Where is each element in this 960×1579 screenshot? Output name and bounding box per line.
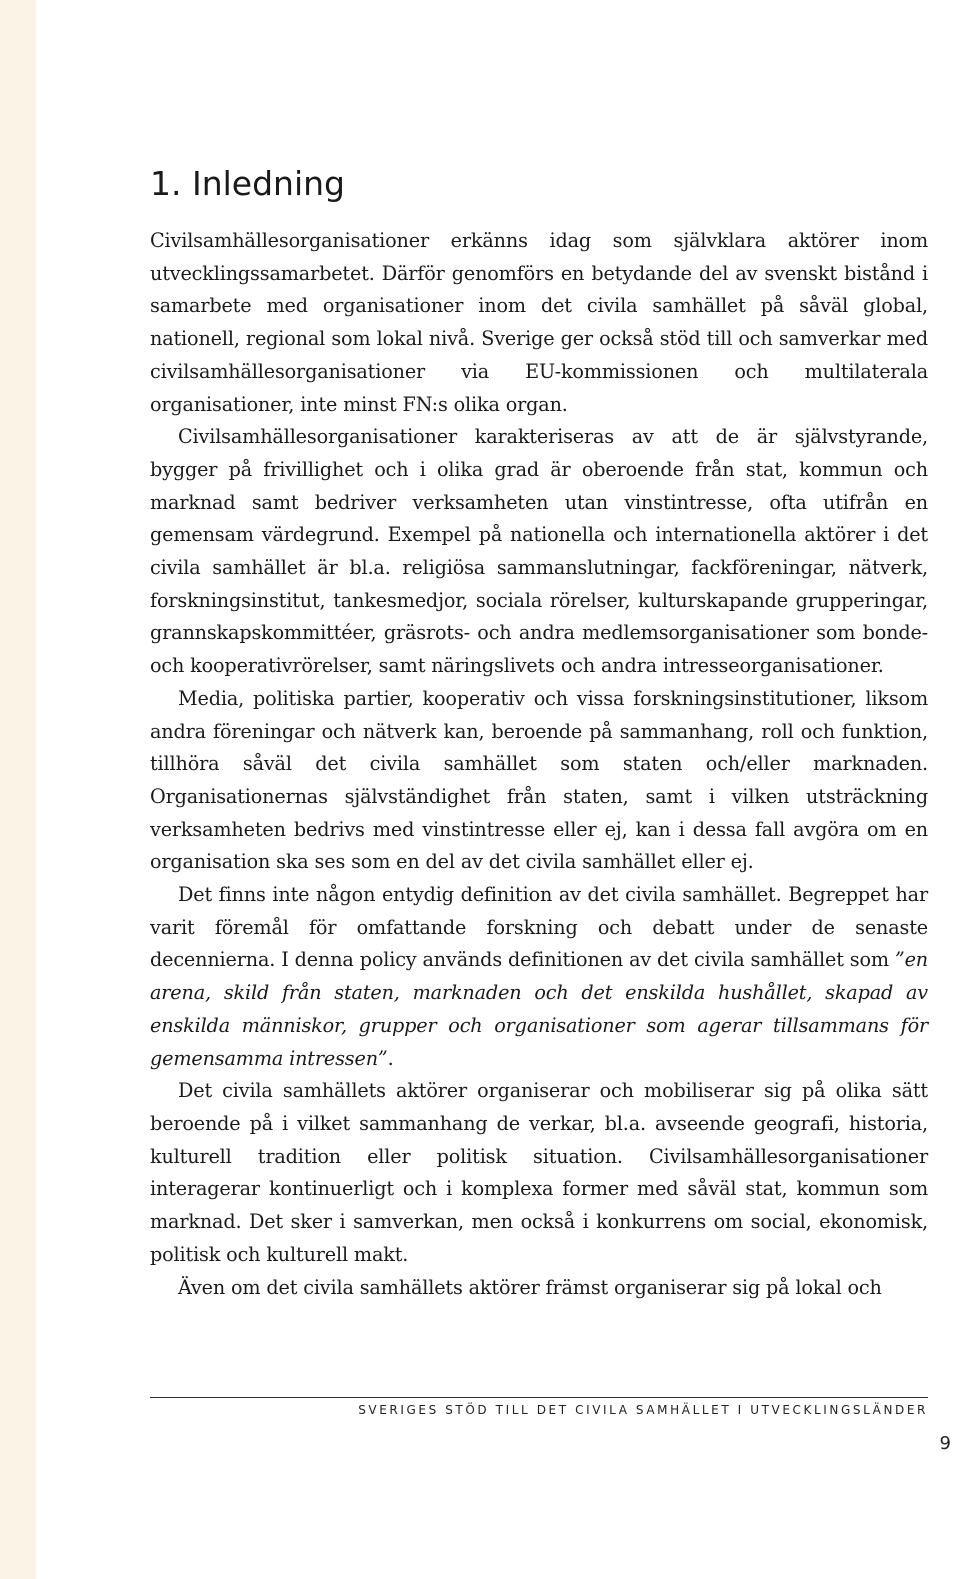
paragraph-1: Civilsamhällesorganisationer erkänns idag som självklara aktörer inom utvecklingssamarbetet. Därför genomförs en betydande del av svenskt bistånd i samarbete med organisationer inom det civila samhället på såväl global, nationell, regional som lokal nivå. Sverige ger också stöd till och samverkar med civilsamhällesorganisationer via EU-kommissionen och multilaterala organisationer, inte minst FN:s olika organ. [150, 229, 928, 416]
page-number: 9 [939, 1433, 951, 1454]
definition-quote: ”en arena, skild från staten, marknaden och det enskilda hushållet, skapad av enskilda människor, grupper och organisationer som agerar tillsammans för gemensamma intressen” [150, 948, 928, 1070]
definition-end: . [387, 1046, 394, 1070]
footer-rule [150, 1397, 928, 1398]
paragraph-3: Media, politiska partier, kooperativ och vissa forskningsinstitutioner, liksom andra föreningar och nätverk kan, beroende på sammanhang, roll och funktion, tillhöra såväl det civila samhället som staten och/eller marknaden. Organisationernas självständighet från staten, samt i vilken utsträckning verksamheten bedrivs med vinstintresse eller ej, kan i dessa fall avgöra om en organisation ska ses som en del av det civila samhället eller ej. [150, 686, 928, 874]
paragraph-definition [150, 879, 928, 1075]
paragraph-6: Även om det civila samhällets aktörer främst organiserar sig på lokal och [178, 1275, 882, 1299]
paragraph-2: Civilsamhällesorganisationer karakteriseras av att de är självstyrande, bygger på frivillighet och i olika grad är oberoende från stat, kommun och marknad samt bedriver verksamheten utan vinstintresse, ofta utifrån en gemensam värdegrund. Exempel på nationella och internationella aktörer i det civila samhället är bl.a. religiösa sammanslutningar, fackföreningar, nätverk, forskningsinstitut, tankesmedjor, sociala rörelser, kulturskapande grupperingar, grannskapskommittéer, gräsrots- och andra medlemsorganisationer som bonde- och kooperativrörelser, samt näringslivets och andra intresseorganisationer. [150, 425, 928, 678]
page-edge-shadow [0, 0, 36, 1579]
section-heading: 1. Inledning [150, 164, 345, 203]
running-footer-title: SVERIGES STÖD TILL DET CIVILA SAMHÄLLET I UTVECKLINGSLÄNDER [358, 1403, 928, 1417]
paragraph-5: Det civila samhällets aktörer organiserar och mobiliserar sig på olika sätt beroende på i vilket sammanhang de verkar, bl.a. avseende geografi, historia, kulturell tradition eller politisk situation. Civilsamhällesorganisationer interagerar kontinuerligt och i komplexa former med såväl stat, kommun som marknad. Det sker i samverkan, men också i konkurrens om social, ekonomisk, politisk och kulturell makt. [150, 1079, 928, 1266]
body-text [150, 225, 928, 1304]
page-content [150, 160, 928, 1304]
definition-text: Det finns inte någon entydig definition av det civila samhället. Begreppet har varit föremål för omfattande forskning och debatt under de senaste decennierna. I denna policy används definitionen av det civila samhället som [150, 883, 928, 972]
